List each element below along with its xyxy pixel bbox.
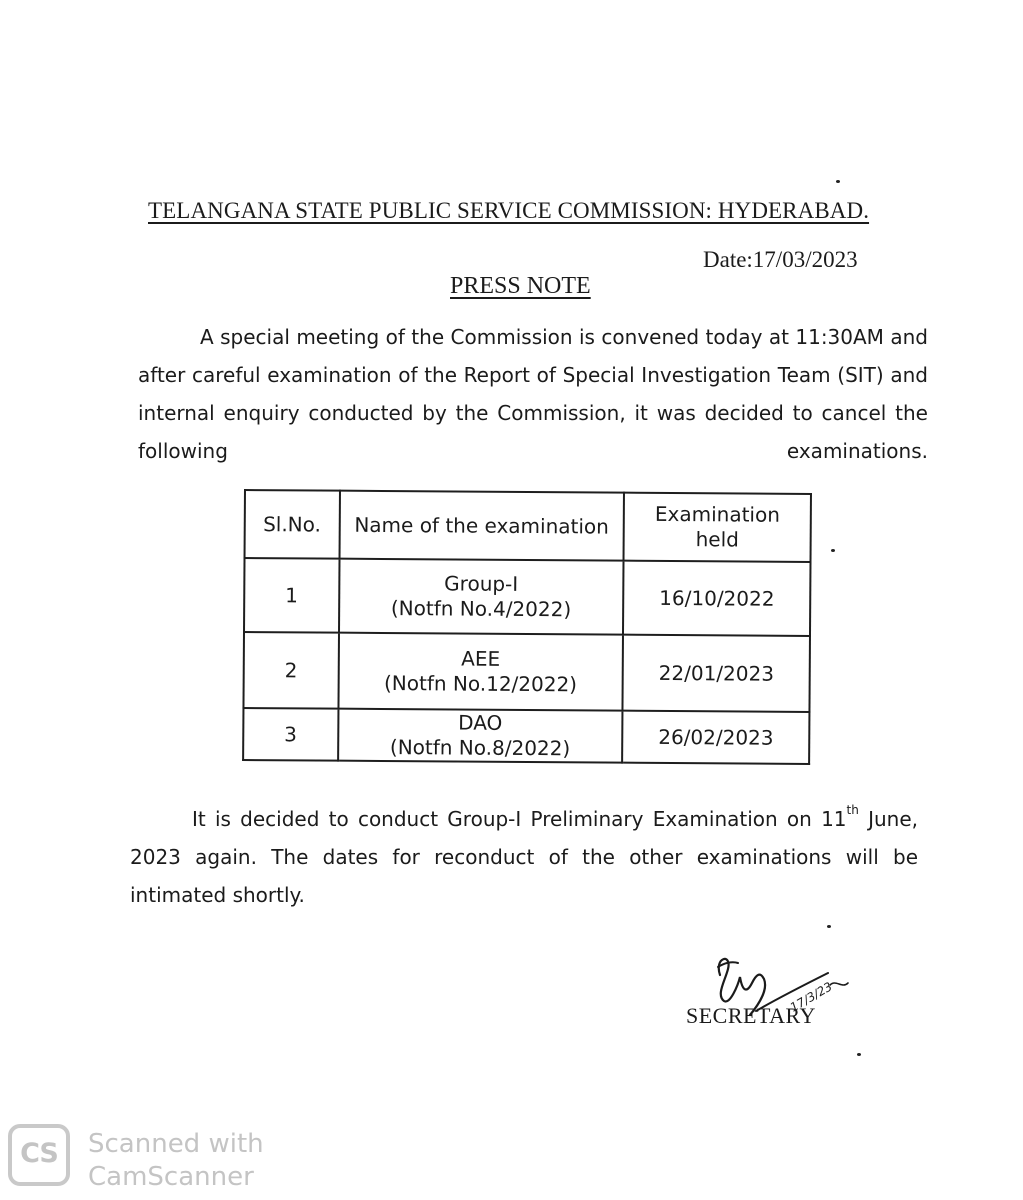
- speck: [831, 549, 835, 552]
- signature-date: 17/3/23: [787, 979, 835, 1015]
- watermark-line2: CamScanner: [88, 1162, 254, 1192]
- header-held-line1: Examination: [654, 501, 781, 527]
- speck: [827, 925, 831, 928]
- exam-name: Group-I: [444, 571, 519, 596]
- cancelled-exams-table: [242, 489, 812, 765]
- header-sl-no: Sl.No.: [245, 490, 340, 559]
- exam-name: DAO: [458, 710, 503, 735]
- header-held-line2: held: [695, 527, 739, 552]
- exam-name: AEE: [461, 646, 501, 671]
- row-exam: [338, 709, 623, 763]
- document-date: Date:17/03/2023: [703, 247, 858, 272]
- speck: [857, 1053, 861, 1056]
- camscanner-watermark: [88, 1128, 264, 1194]
- signatory-designation: SECRETARY: [686, 1003, 816, 1028]
- exam-notification: (Notfn No.8/2022): [389, 735, 571, 761]
- exam-notification: (Notfn No.12/2022): [383, 670, 578, 697]
- closing-text-start: It is decided to conduct Group-I Preliminary Examination on 11: [192, 807, 847, 831]
- table-row: [243, 632, 810, 712]
- ordinal-suffix: th: [846, 803, 859, 817]
- row-held-date: 22/01/2023: [623, 635, 810, 712]
- exam-notification: (Notfn No.4/2022): [390, 596, 572, 622]
- row-held-date: 16/10/2022: [623, 561, 810, 636]
- table-header-row: [245, 490, 811, 562]
- table-row: [243, 708, 809, 764]
- row-sl-no: 3: [243, 708, 338, 761]
- signature-block: [680, 945, 880, 1045]
- watermark-line1: Scanned with: [88, 1129, 264, 1159]
- press-note-title: PRESS NOTE: [450, 273, 591, 299]
- header-exam-name: Name of the examination: [339, 491, 624, 561]
- speck: [836, 180, 840, 183]
- row-sl-no: 2: [243, 632, 338, 709]
- row-exam: [339, 559, 624, 635]
- closing-text-end: June, 2023 again. The dates for reconduct of the other examinations will be intimated shortly.: [130, 807, 918, 907]
- row-exam: [338, 633, 623, 711]
- row-held-date: 26/02/2023: [622, 711, 809, 764]
- closing-paragraph: [130, 800, 918, 914]
- row-sl-no: 1: [244, 558, 339, 633]
- header-exam-held: [624, 493, 811, 562]
- table-row: [244, 558, 811, 636]
- camscanner-logo-icon: CS: [8, 1124, 70, 1186]
- intro-paragraph: A special meeting of the Commission is convened today at 11:30AM and after careful examination of the Report of Special Investigation Team (SIT) and internal enquiry conducted by the Commission, it was decided to cancel the following examinations.: [138, 325, 928, 463]
- commission-heading: TELANGANA STATE PUBLIC SERVICE COMMISSION: HYDERABAD.: [148, 198, 870, 223]
